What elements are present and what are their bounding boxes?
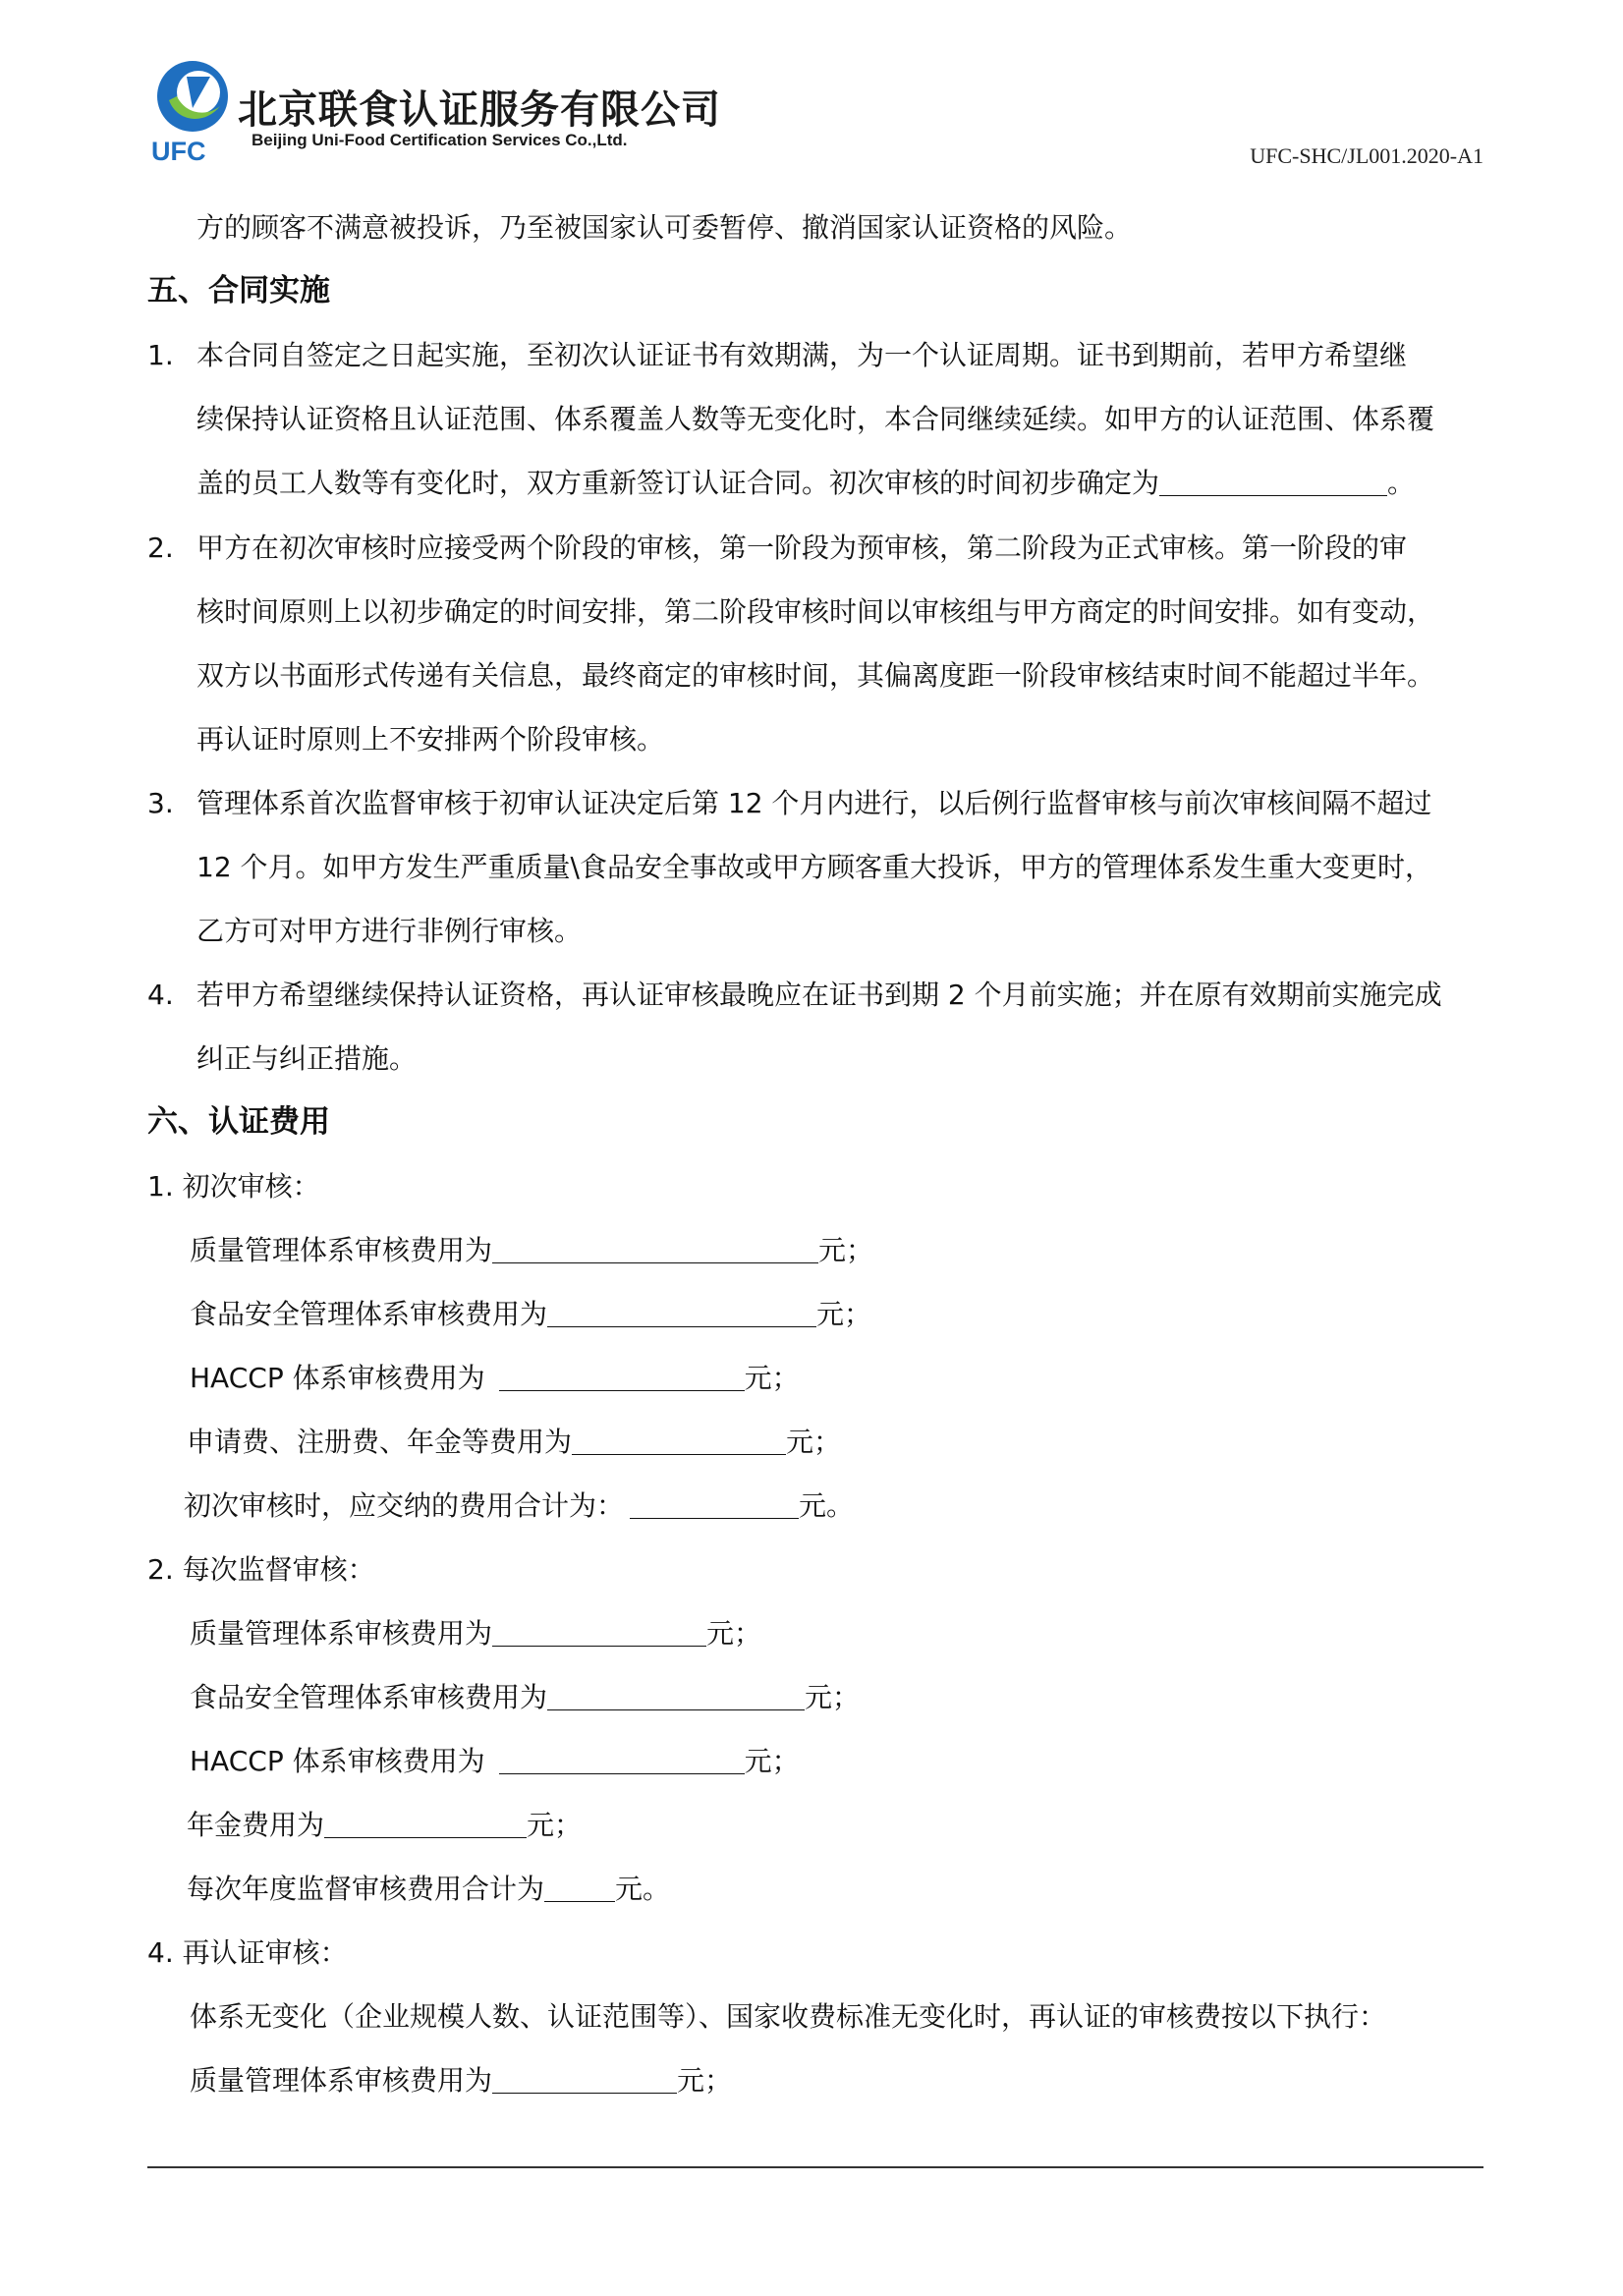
item-number: 3.: [147, 787, 174, 819]
fee-line: [190, 1295, 871, 1334]
fee-label: 年金费用为: [187, 1809, 325, 1841]
fee-group-label-surveillance: 2. 每次监督审核：: [147, 1553, 375, 1586]
item-text: 管理体系首次监督审核于初审认证决定后第 12 个月内进行，以后例行监督审核与前次审核间隔不超过: [196, 787, 1432, 819]
item-text: 本合同自签定之日起实施，至初次认证证书有效期满，为一个认证周期。证书到期前，若甲方希望继: [196, 339, 1408, 371]
fee-line: [187, 1870, 670, 1909]
fee-label: 每次年度监督审核费用合计为: [187, 1873, 545, 1905]
footer-divider: [147, 2166, 1483, 2168]
initial-qms-fee-blank[interactable]: [492, 1235, 818, 1263]
fee-unit: 元；: [527, 1809, 583, 1841]
fee-line: [190, 1742, 800, 1781]
company-name-en: Beijing Uni-Food Certification Services Co.,Ltd.: [252, 131, 628, 149]
fee-label: 初次审核时，应交纳的费用合计为：: [184, 1489, 625, 1522]
fee-line: [187, 1806, 582, 1845]
initial-haccp-fee-blank[interactable]: [499, 1363, 745, 1391]
fee-label: 食品安全管理体系审核费用为: [190, 1681, 548, 1713]
fee-unit: 元；: [786, 1426, 842, 1458]
fee-label: 质量管理体系审核费用为: [190, 2064, 493, 2097]
fee-line: [184, 1486, 854, 1526]
fee-line: [187, 1423, 841, 1462]
item-number: 1.: [147, 339, 174, 371]
surveillance-haccp-fee-blank[interactable]: [499, 1746, 745, 1774]
item-text: 纠正与纠正措施。: [196, 1042, 418, 1075]
fee-unit: 元；: [805, 1681, 861, 1713]
logo-text: UFC: [151, 137, 206, 166]
fee-unit: 元。: [615, 1873, 671, 1905]
fee-group-label-recertification: 4. 再认证审核：: [147, 1936, 348, 1969]
item-text: [196, 464, 1415, 503]
ufc-logo-icon: [147, 57, 236, 167]
initial-application-fee-blank[interactable]: [572, 1427, 786, 1455]
fee-label: HACCP 体系审核费用为: [190, 1745, 485, 1777]
fee-unit: 元；: [744, 1745, 800, 1777]
item-number: 4.: [147, 979, 174, 1011]
item-text: 核时间原则上以初步确定的时间安排，第二阶段审核时间以审核组与甲方商定的时间安排。如有变动，: [196, 595, 1435, 628]
first-audit-date-blank[interactable]: [1159, 468, 1387, 496]
list-item: [147, 784, 1431, 823]
fee-line: [190, 1614, 761, 1653]
item-text: 若甲方希望继续保持认证资格，再认证审核最晚应在证书到期 2 个月前实施；并在原有效期前实施完成: [196, 979, 1442, 1011]
annual-fee-blank[interactable]: [324, 1810, 527, 1838]
fee-unit: 元；: [744, 1362, 800, 1394]
fee-line: [190, 1678, 860, 1717]
continued-paragraph: 方的顾客不满意被投诉，乃至被国家认可委暂停、撤消国家认证资格的风险。: [196, 211, 1133, 244]
initial-total-fee-blank[interactable]: [630, 1490, 799, 1519]
fee-line: [190, 1231, 873, 1270]
fee-label: 食品安全管理体系审核费用为: [190, 1298, 548, 1330]
fee-unit: 元；: [818, 1234, 874, 1266]
list-item: [147, 336, 1407, 375]
fee-unit: 元；: [677, 2064, 733, 2097]
section-heading-certification-fees: 六、认证费用: [147, 1104, 330, 1140]
fee-unit: 元；: [816, 1298, 872, 1330]
item-number: 2.: [147, 532, 174, 564]
fee-group-label-initial: 1. 初次审核：: [147, 1170, 320, 1203]
section-heading-contract-implementation: 五、合同实施: [147, 273, 330, 308]
surveillance-fsms-fee-blank[interactable]: [547, 1682, 805, 1710]
initial-fsms-fee-blank[interactable]: [547, 1299, 816, 1327]
company-logo: [147, 57, 236, 167]
recert-description: 体系无变化（企业规模人数、认证范围等）、国家收费标准无变化时，再认证的审核费按以下执行：: [190, 2000, 1387, 2033]
fee-unit: 元。: [799, 1489, 855, 1522]
company-name-cn: 北京联食认证服务有限公司: [238, 87, 721, 133]
item-text: 续保持认证资格且认证范围、体系覆盖人数等无变化时，本合同继续延续。如甲方的认证范围、体系覆: [196, 403, 1435, 435]
fee-label: HACCP 体系审核费用为: [190, 1362, 485, 1394]
fee-label: 质量管理体系审核费用为: [190, 1617, 493, 1650]
item-text: 甲方在初次审核时应接受两个阶段的审核，第一阶段为预审核，第二阶段为正式审核。第一阶段的审: [196, 532, 1408, 564]
item-text: 乙方可对甲方进行非例行审核。: [196, 915, 583, 947]
surveillance-qms-fee-blank[interactable]: [492, 1618, 706, 1647]
list-item: [147, 976, 1442, 1015]
fee-line: [190, 1359, 800, 1398]
fee-label: 质量管理体系审核费用为: [190, 1234, 493, 1266]
page-header: [147, 57, 1483, 175]
punctuation: 。: [1387, 467, 1416, 499]
item-text: 再认证时原则上不安排两个阶段审核。: [196, 723, 665, 756]
document-code: UFC-SHC/JL001.2020-A1: [1250, 143, 1483, 168]
surveillance-total-fee-blank[interactable]: [544, 1874, 615, 1902]
item-text-fragment: 盖的员工人数等有变化时，双方重新签订认证合同。初次审核的时间初步确定为: [196, 467, 1160, 499]
list-item: [147, 529, 1407, 568]
item-text: 双方以书面形式传递有关信息，最终商定的审核时间，其偏离度距一阶段审核结束时间不能超过半年。: [196, 659, 1435, 692]
fee-line: [190, 2061, 732, 2100]
fee-label: 申请费、注册费、年金等费用为: [187, 1426, 573, 1458]
item-text: 12 个月。如甲方发生严重质量\食品安全事故或甲方顾客重大投诉，甲方的管理体系发生重大变更时，: [196, 851, 1432, 883]
recert-qms-fee-blank[interactable]: [492, 2065, 677, 2094]
fee-unit: 元；: [706, 1617, 762, 1650]
